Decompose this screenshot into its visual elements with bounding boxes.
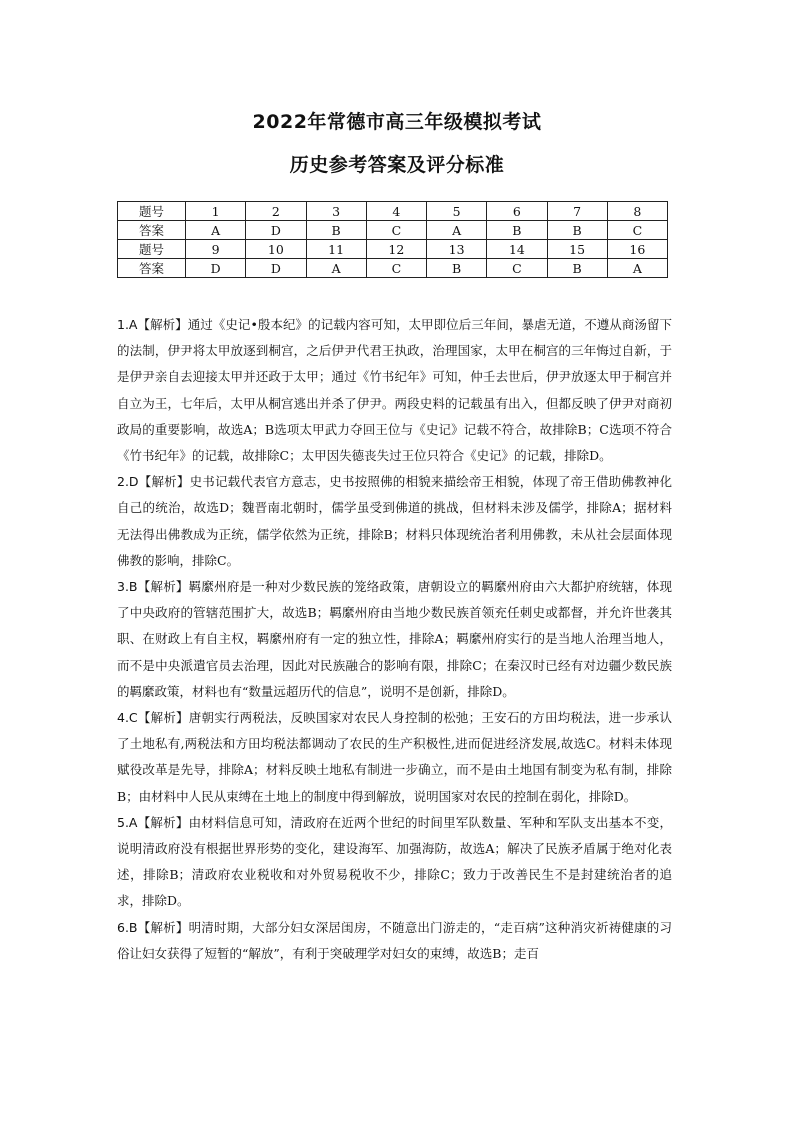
question-number: 14 — [487, 240, 547, 259]
question-number: 13 — [427, 240, 487, 259]
explanations — [117, 312, 672, 967]
answer-cell: A — [186, 221, 246, 240]
table-row-answers-1 — [118, 221, 668, 240]
explanation-text: 【解析】由材料信息可知，清政府在近两个世纪的时间里军队数量、军种和军队支出基本不变，说明清政府没有根据世界形势的变化，建设海军、加强海防，故选A；解决了民族矛盾属于绝对化表述，排除B；清政府农业税收和对外贸易税收不少，排除C；致力于改善民生不是封建统治者的追求，排除D。 — [117, 814, 672, 909]
explanation-paragraph — [117, 312, 672, 469]
explanation-paragraph — [117, 915, 672, 967]
answer-cell: A — [306, 259, 366, 278]
explanation-text: 【解析】史书记载代表官方意志，史书按照佛的相貌来描绘帝王相貌，体现了帝王借助佛教神化自己的统治，故选D；魏晋南北朝时，儒学虽受到佛道的挑战，但材料未涉及儒学，排除A；据材料无法得出佛教成为正统，儒学依然为正统，排除B；材料只体现统治者利用佛教，未从社会层面体现佛教的影响，排除C。 — [117, 474, 672, 568]
table-row-questions-2 — [118, 240, 668, 259]
answer-cell: B — [547, 259, 607, 278]
question-label: 4.C — [117, 710, 138, 726]
row-label-answer: 答案 — [118, 221, 186, 240]
question-label: 2.D — [117, 474, 139, 490]
question-number: 12 — [366, 240, 426, 259]
answer-cell: B — [427, 259, 487, 278]
row-label-question: 题号 — [118, 240, 186, 259]
question-number: 1 — [186, 202, 246, 221]
table-row-answers-2 — [118, 259, 668, 278]
answer-cell: C — [487, 259, 547, 278]
answer-cell: D — [246, 259, 306, 278]
explanation-text: 【解析】唐朝实行两税法，反映国家对农民人身控制的松弛；王安石的方田均税法，进一步承认了土地私有,两税法和方田均税法都调动了农民的生产积极性,进而促进经济发展,故选C。材料未体现赋役改革是先导，排除A；材料反映土地私有制进一步确立，而不是由土地国有制变为私有制，排除B；由材料中人民从束缚在土地上的制度中得到解放，说明国家对农民的控制在弱化，排除D。 — [117, 710, 672, 804]
explanation-text: 【解析】明清时期，大部分妇女深居闺房，不随意出门游走的，“走百病”这种消灾祈祷健康的习俗让妇女获得了短暂的“解放”，有利于突破理学对妇女的束缚，故选B；走百 — [117, 919, 672, 961]
answer-cell: A — [607, 259, 667, 278]
answer-cell: C — [607, 221, 667, 240]
question-number: 15 — [547, 240, 607, 259]
explanation-text: 【解析】通过《史记•殷本纪》的记载内容可知，太甲即位后三年间，暴虐无道，不遵从商汤留下的法制，伊尹将太甲放逐到桐宫，之后伊尹代君王执政，治理国家，太甲在桐宫的三年悔过自新，于是伊尹亲自去迎接太甲并还政于太甲；通过《竹书纪年》可知，仲壬去世后，伊尹放逐太甲于桐宫并自立为王，七年后，太甲从桐宫逃出并杀了伊尹。两段史料的记载虽有出入，但都反映了伊尹对商初政局的重要影响，故选A；B选项太甲武力夺回王位与《史记》记载不符合，故排除B；C选项不符合《竹书纪年》的记载，故排除C；太甲因失德丧失过王位只符合《史记》的记载，排除D。 — [117, 317, 672, 464]
answer-cell: A — [427, 221, 487, 240]
answer-cell: B — [306, 221, 366, 240]
row-label-answer: 答案 — [118, 259, 186, 278]
row-label-question: 题号 — [118, 202, 186, 221]
question-number: 4 — [366, 202, 426, 221]
table-row-questions-1 — [118, 202, 668, 221]
question-number: 8 — [607, 202, 667, 221]
explanation-paragraph — [117, 810, 672, 915]
question-number: 11 — [306, 240, 366, 259]
page-title: 2022年常德市高三年级模拟考试 — [252, 111, 542, 133]
answer-cell: D — [186, 259, 246, 278]
answer-cell: B — [487, 221, 547, 240]
question-number: 2 — [246, 202, 306, 221]
explanation-paragraph — [117, 574, 672, 705]
answer-cell: D — [246, 221, 306, 240]
question-number: 10 — [246, 240, 306, 259]
question-label: 6.B — [117, 919, 138, 935]
question-label: 5.A — [117, 814, 138, 830]
answer-cell: C — [366, 221, 426, 240]
answer-cell: C — [366, 259, 426, 278]
question-number: 5 — [427, 202, 487, 221]
question-number: 3 — [306, 202, 366, 221]
question-label: 3.B — [117, 579, 138, 595]
page-subtitle: 历史参考答案及评分标准 — [289, 154, 505, 176]
question-number: 16 — [607, 240, 667, 259]
question-number: 6 — [487, 202, 547, 221]
answer-cell: B — [547, 221, 607, 240]
explanation-text: 【解析】羁縻州府是一种对少数民族的笼络政策，唐朝设立的羁縻州府由六大都护府统辖，体现了中央政府的管辖范围扩大，故选B；羁縻州府由当地少数民族首领充任刺史或都督，并允许世袭其职、在财政上有自主权，羁縻州府有一定的独立性，排除A；羁縻州府实行的是当地人治理当地人，而不是中央派遣官员去治理，因此对民族融合的影响有限，排除C；在秦汉时已经有对边疆少数民族的羁縻政策，材料也有“数量远超历代的信息”，说明不是创新，排除D。 — [117, 579, 672, 699]
question-number: 9 — [186, 240, 246, 259]
explanation-paragraph — [117, 705, 672, 810]
explanation-paragraph — [117, 469, 672, 574]
question-number: 7 — [547, 202, 607, 221]
answer-table — [117, 201, 668, 278]
question-label: 1.A — [117, 317, 138, 332]
